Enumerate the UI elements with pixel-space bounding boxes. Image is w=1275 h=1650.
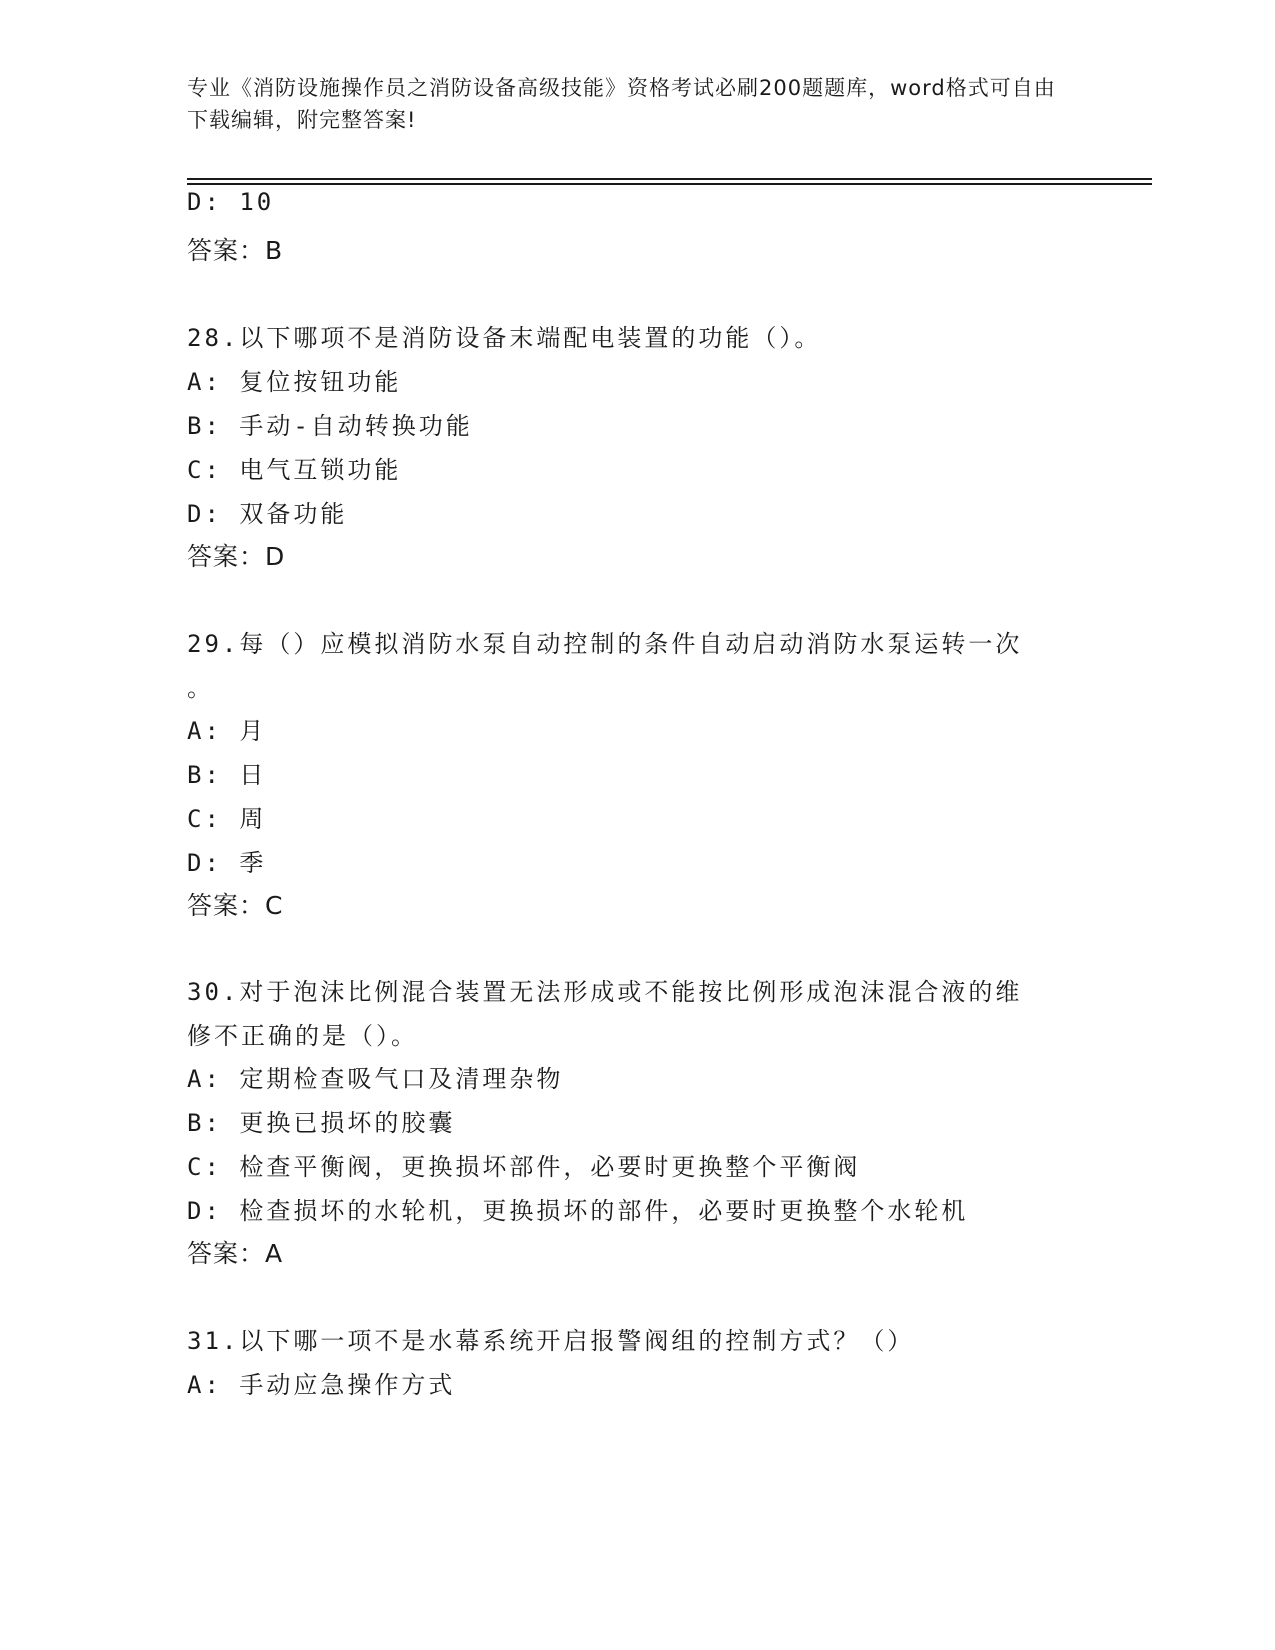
q28-answer: 答案：D <box>187 542 286 571</box>
q29-option-a: A: 月 <box>187 717 267 745</box>
q29-stem-line2: 。 <box>187 674 214 702</box>
q30-answer: 答案：A <box>187 1239 284 1268</box>
prev-answer: 答案：B <box>187 236 284 265</box>
q30-option-d: D: 检查损坏的水轮机，更换损坏的部件，必要时更换整个水轮机 <box>187 1197 969 1225</box>
prev-option-d: D: 10 <box>187 188 275 216</box>
q28-option-a: A: 复位按钮功能 <box>187 368 402 396</box>
q31-stem: 31.以下哪一项不是水幕系统开启报警阀组的控制方式？（） <box>187 1327 915 1355</box>
q29-option-d: D: 季 <box>187 849 267 877</box>
q29-option-c: C: 周 <box>187 805 267 833</box>
q30-stem-line2: 修不正确的是（）。 <box>187 1022 418 1050</box>
q30-option-a: A: 定期检查吸气口及清理杂物 <box>187 1065 564 1093</box>
q28-option-c: C: 电气互锁功能 <box>187 456 402 484</box>
q28-option-b: B: 手动-自动转换功能 <box>187 412 473 440</box>
q29-option-b: B: 日 <box>187 761 267 789</box>
q28-stem: 28.以下哪项不是消防设备末端配电装置的功能（）。 <box>187 324 822 352</box>
q31-option-a: A: 手动应急操作方式 <box>187 1371 456 1399</box>
header-rule-top <box>187 178 1152 180</box>
q30-option-b: B: 更换已损坏的胶囊 <box>187 1109 456 1137</box>
q28-option-d: D: 双备功能 <box>187 500 348 528</box>
q29-answer: 答案：C <box>187 891 284 920</box>
q30-option-c: C: 检查平衡阀，更换损坏部件，必要时更换整个平衡阀 <box>187 1153 861 1181</box>
q29-stem-line1: 29.每（）应模拟消防水泵自动控制的条件自动启动消防水泵运转一次 <box>187 630 1023 658</box>
header-rule-bottom <box>187 183 1152 185</box>
document-header: 专业《消防设施操作员之消防设备高级技能》资格考试必刷200题题库，word格式可自由下载编辑，附完整答案! <box>187 76 1056 132</box>
q30-stem-line1: 30.对于泡沫比例混合装置无法形成或不能按比例形成泡沫混合液的维 <box>187 978 1023 1006</box>
